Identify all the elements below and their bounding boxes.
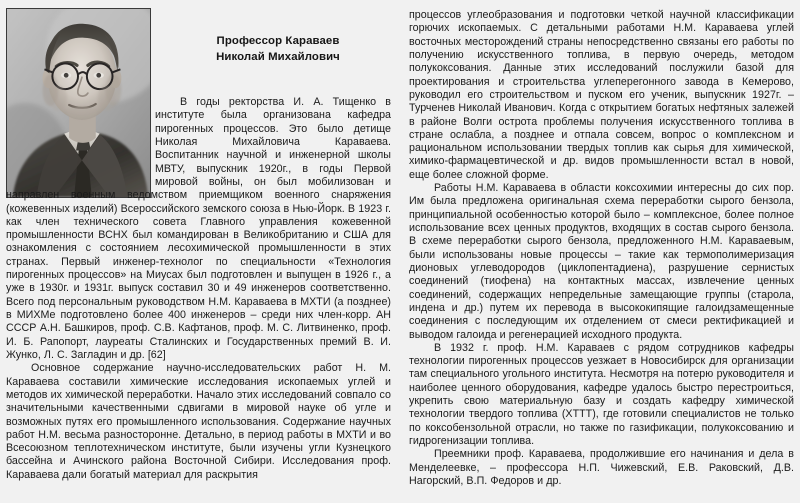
paragraph: Работы Н.М. Караваева в области коксохимии интересны до сих пор. Им была предложена оригинальная схема переработки сырого бензола, принципиальной особенностью которой было – комплексное, более полное использование всех ценных продуктов, входящих в состав сырого бензола. В схеме переработки сырого бензола, предложенного Н.М. Караваевым, были использованы новые процессы – такие как термополимеризация дионовых углеводородов (циклопентадиена), разрушение сернистых соединений (тиофена) на контактных массах, извлечение ценных соединений, содержащих непредельные замещающие группы (старола, индена и др.) путем их перевода в высококипящие галоидзамещенные соединения с последующим их отделением от смеси ректификацией и выводом галоида и регенерацией исходного продукта. <box>409 182 794 341</box>
page-title <box>160 34 396 65</box>
text-column-left <box>6 96 391 482</box>
paragraph: В 1932 г. проф. Н.М. Караваев с рядом сотрудников кафедры технологии пирогенных процессов уезжает в Новосибирск для организации там специального угольного института. Несмотря на потерю руководителя и наиболее ценного оборудования, кафедре удалось быстро перестроиться, укрепить свою материальную базу и создать кафедру химической технологии твердого топлива (ХТТТ), где готовили специалистов не только по коксобензольной отрасли, но также по газификации, полукоксованию и гидрогенизации топлива. <box>409 341 794 447</box>
photo-text-wrap-spacer <box>6 96 155 189</box>
page-title-line-2: Николай Михайлович <box>216 50 340 63</box>
page-title-line-1: Профессор Караваев <box>216 35 340 47</box>
text-column-right <box>409 9 794 488</box>
paragraph: В годы ректорства И. А. Тищенко в институте была организована кафедра пирогенных процессов. Это было детище Николая Михайловича Караваева. Воспитанник научной и инженерной школы МВТУ, выпускник 1920г., в годы Первой мировой войны, он был мобилизован и направлен военным ведомством приемщиком военного снаряжения (кожевенных изделий) Всероссийского земского союза в Нью-Йорк. В 1923 г. как член технического совета Главного управления кожевенной промышленности ВСНХ был командирован в Великобританию и США для ознакомления с состоянием лесохимической промышленности в этих странах. Первый инженер-технолог по специальности «Технология пирогенных процессов» на Миусах был подготовлен и выпущен в 1926 г., а уже в 1930г. и 1931г. выпуск составил 30 и 49 инженеров соответственно. Всего под персональным руководством Н.М. Караваева в МХТИ (а позднее) в МИХМе подготовлено более 400 инженеров – среди них член-корр. АН СССР А.Н. Башкиров, проф. С.В. Кафтанов, проф. М. С. Литвиненко, проф. И. Б. Рапопорт, лауреаты Сталинских и Государственных премий В. И. Жунко, Л. С. Загладин и др. [62] <box>6 96 391 361</box>
paragraph: Основное содержание научно-исследовательских работ Н. М. Караваева составили химические исследования ископаемых углей и методов их химической переработки. Начало этих исследований совпало со значительными качественными сдвигами в мировой науке об угле и возможных путях его промышленного использования. Содержание научных работ Н.М. весьма разносторонне. Детально, в период работы в МХТИ и во Всесоюзном теплотехническом институте, были изучены угли Кузнецкого бассейна и Ачинского района Восточной Сибири. Исследования проф. Караваева дали богатый материал для раскрытия <box>6 362 391 481</box>
paragraph: процессов углеобразования и подготовки четкой научной классификации горючих ископаемых. С детальными работами Н.М. Караваева углей восточных месторождений страны непосредственно связаны его работы по получению искусственного топлива, в первую очередь, методом полукоксования. Данные этих исследований послужили базой для проектирования и строительства углеперегонного завода в Кемерово, руководил его строительством и пуском его ученик, выпускник 1927г. – Турченев Николай Иванович. Когда с открытием богатых нефтяных залежей в районе Волги острота проблемы получения искусственного топлива в стране ослабла, а позднее и отпала совсем, вопрос о комплексном и рациональном использовании твердых топлив как сырья для химической, химико-фармацевтической и др. видов промышленности встал в новой, еще более сложной форме. <box>409 9 794 181</box>
paragraph: Преемники проф. Караваева, продолжившие его начинания и дела в Менделеевке, – профессора Н.П. Чижевский, Е.В. Раковский, Д.В. Нагорский, В.П. Федоров и др. <box>409 448 794 487</box>
